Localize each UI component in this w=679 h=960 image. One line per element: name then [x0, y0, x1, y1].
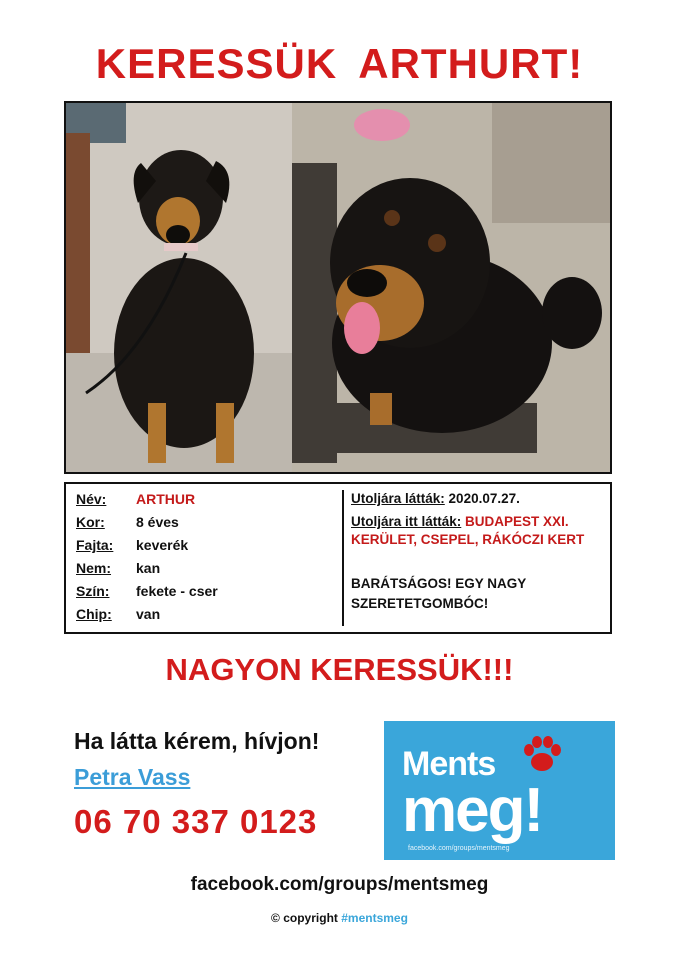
paw-icon: [522, 735, 562, 775]
copyright-text: © copyright: [271, 911, 338, 925]
dog-photo-sitting: [66, 103, 292, 472]
info-value: fekete - cser: [136, 583, 218, 599]
copyright-line: [0, 911, 679, 925]
info-label: Kor:: [76, 514, 105, 530]
photo-panel: [64, 101, 612, 474]
facebook-link[interactable]: facebook.com/groups/mentsmeg: [190, 874, 489, 895]
info-label: Fajta:: [76, 537, 114, 553]
info-divider: [342, 490, 344, 626]
info-table: [64, 482, 612, 634]
hashtag: #mentsmeg: [341, 911, 408, 925]
contact-name-link[interactable]: Petra Vass: [74, 764, 191, 790]
contact-phone[interactable]: 06 70 337 0123: [74, 803, 318, 840]
subheading: NAGYON KERESSÜK!!!: [165, 652, 514, 687]
last-seen-date: 2020.07.27.: [448, 491, 520, 506]
info-value: ARTHUR: [136, 491, 196, 507]
info-label: Chip:: [76, 606, 112, 622]
poster-title: KERESSÜK ARTHURT!: [95, 40, 584, 87]
logo-word-2: meg!: [402, 776, 543, 845]
last-seen-label: Utoljára látták:: [351, 491, 445, 506]
info-label: Nem:: [76, 560, 112, 576]
last-seen-place-label: Utoljára itt látták:: [351, 514, 462, 529]
description-line-1: BARÁTSÁGOS! EGY NAGY: [351, 576, 527, 591]
logo-url: facebook.com/groups/mentsmeg: [408, 845, 510, 852]
info-label: Szín:: [76, 583, 110, 599]
last-seen-date-line: [351, 489, 520, 509]
info-value: keverék: [136, 537, 189, 553]
info-value: van: [136, 606, 161, 622]
mentsmeg-logo: [384, 721, 615, 860]
last-seen-place-line: [351, 512, 569, 532]
info-value: 8 éves: [136, 514, 179, 530]
info-label: Név:: [76, 491, 107, 507]
call-prompt: Ha látta kérem, hívjon!: [74, 728, 320, 754]
info-value: kan: [136, 560, 161, 576]
logo-word-1: Ments: [402, 745, 496, 783]
dog-photo-closeup: [292, 103, 610, 472]
description-line-2: SZERETETGOMBÓC!: [351, 596, 489, 611]
last-seen-place-1: BUDAPEST XXI.: [465, 514, 569, 529]
last-seen-place-2: KERÜLET, CSEPEL, RÁKÓCZI KERT: [351, 532, 585, 547]
